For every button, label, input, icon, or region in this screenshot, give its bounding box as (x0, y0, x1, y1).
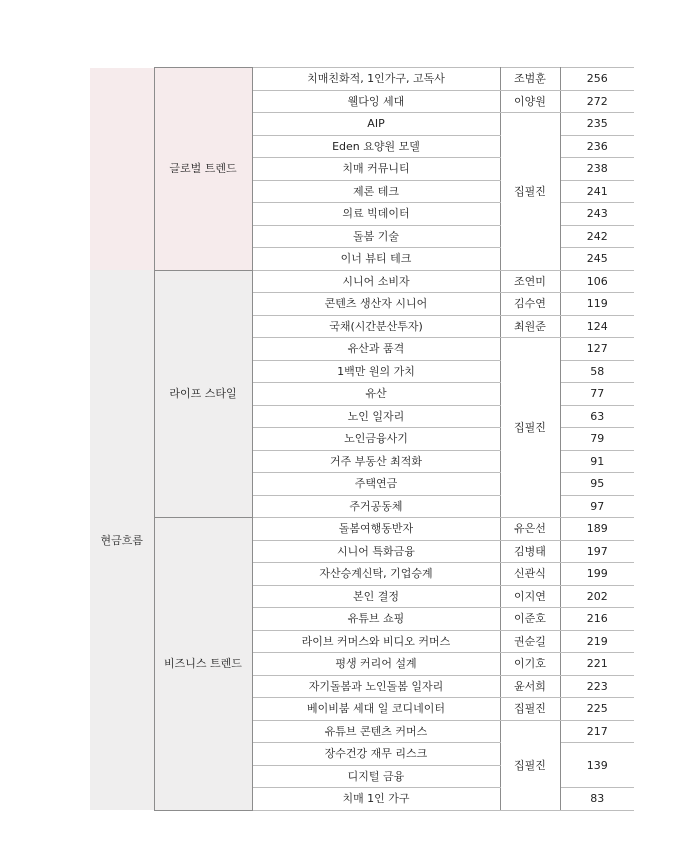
topic-cell: 자산승계신탁, 기업승계 (252, 563, 500, 586)
topic-cell: 디지털 금융 (252, 765, 500, 788)
page-cell: 119 (560, 293, 634, 316)
page-cell: 199 (560, 563, 634, 586)
topic-cell: 시니어 소비자 (252, 270, 500, 293)
topic-cell: 1백만 원의 가치 (252, 360, 500, 383)
page-cell: 245 (560, 248, 634, 271)
topic-cell: 장수건강 재무 리스크 (252, 743, 500, 766)
topic-cell: 유산 (252, 383, 500, 406)
topic-cell: 거주 부동산 최적화 (252, 450, 500, 473)
major-category-cell (90, 68, 154, 271)
topic-cell: 치매 1인 가구 (252, 788, 500, 811)
author-cell: 윤서희 (500, 675, 560, 698)
author-cell: 이준호 (500, 608, 560, 631)
topic-cell: Eden 요양원 모델 (252, 135, 500, 158)
author-cell: 김수연 (500, 293, 560, 316)
author-cell: 조범훈 (500, 68, 560, 91)
topic-cell: 유튜브 콘텐츠 커머스 (252, 720, 500, 743)
page-cell: 97 (560, 495, 634, 518)
table-row (90, 518, 634, 541)
table-row (90, 270, 634, 293)
page-cell: 272 (560, 90, 634, 113)
author-cell: 이지연 (500, 585, 560, 608)
page-cell: 127 (560, 338, 634, 361)
page-cell: 217 (560, 720, 634, 743)
author-cell: 조연미 (500, 270, 560, 293)
page-cell: 242 (560, 225, 634, 248)
page-cell: 241 (560, 180, 634, 203)
page-cell: 106 (560, 270, 634, 293)
author-cell: 유은선 (500, 518, 560, 541)
page-cell: 58 (560, 360, 634, 383)
page-cell: 189 (560, 518, 634, 541)
minor-category-global-trend: 글로벌 트렌드 (154, 68, 252, 271)
topic-cell: 베이비붐 세대 일 코디네이터 (252, 698, 500, 721)
minor-category-lifestyle: 라이프 스타일 (154, 270, 252, 518)
topic-cell: 자기돌봄과 노인돌봄 일자리 (252, 675, 500, 698)
topic-cell: 치매 커뮤니티 (252, 158, 500, 181)
page-cell: 236 (560, 135, 634, 158)
page-cell: 225 (560, 698, 634, 721)
topic-cell: 노인 일자리 (252, 405, 500, 428)
page-cell: 197 (560, 540, 634, 563)
topic-cell: 주택연금 (252, 473, 500, 496)
page-cell: 216 (560, 608, 634, 631)
page-cell: 235 (560, 113, 634, 136)
page-cell: 238 (560, 158, 634, 181)
topic-cell: 주거공동체 (252, 495, 500, 518)
topic-cell: 시니어 특화금융 (252, 540, 500, 563)
page-cell: 243 (560, 203, 634, 226)
page-cell: 219 (560, 630, 634, 653)
author-cell: 신관식 (500, 563, 560, 586)
table-of-contents (90, 67, 634, 811)
author-cell: 최원준 (500, 315, 560, 338)
author-cell: 집필진 (500, 698, 560, 721)
minor-category-business-trend: 비즈니스 트렌드 (154, 518, 252, 811)
page-cell: 91 (560, 450, 634, 473)
author-cell: 집필진 (500, 113, 560, 271)
author-cell: 집필진 (500, 338, 560, 518)
topic-cell: 이너 뷰티 테크 (252, 248, 500, 271)
topic-cell: 평생 커리어 설계 (252, 653, 500, 676)
author-cell: 김병태 (500, 540, 560, 563)
topic-cell: 콘텐츠 생산자 시니어 (252, 293, 500, 316)
topic-cell: 노인금융사기 (252, 428, 500, 451)
page-cell: 63 (560, 405, 634, 428)
topic-cell: 국채(시간분산투자) (252, 315, 500, 338)
page-cell: 77 (560, 383, 634, 406)
topic-cell: AIP (252, 113, 500, 136)
topic-cell: 유산과 품격 (252, 338, 500, 361)
topic-cell: 제론 테크 (252, 180, 500, 203)
page-cell: 256 (560, 68, 634, 91)
topic-cell: 치매친화적, 1인가구, 고독사 (252, 68, 500, 91)
page-cell: 83 (560, 788, 634, 811)
topic-cell: 돌봄 기술 (252, 225, 500, 248)
author-cell: 이기호 (500, 653, 560, 676)
major-category-cash-flow: 현금흐름 (90, 270, 154, 810)
page-cell: 95 (560, 473, 634, 496)
topic-cell: 의료 빅데이터 (252, 203, 500, 226)
page-cell: 221 (560, 653, 634, 676)
topic-cell: 본인 결정 (252, 585, 500, 608)
author-cell: 집필진 (500, 720, 560, 810)
page-cell: 139 (560, 743, 634, 788)
author-cell: 권순길 (500, 630, 560, 653)
table-row (90, 68, 634, 91)
topic-cell: 유튜브 쇼핑 (252, 608, 500, 631)
topic-cell: 돌봄여행동반자 (252, 518, 500, 541)
topic-cell: 웰다잉 세대 (252, 90, 500, 113)
author-cell: 이양원 (500, 90, 560, 113)
topic-cell: 라이브 커머스와 비디오 커머스 (252, 630, 500, 653)
page-cell: 223 (560, 675, 634, 698)
page-cell: 124 (560, 315, 634, 338)
page-cell: 202 (560, 585, 634, 608)
page-cell: 79 (560, 428, 634, 451)
